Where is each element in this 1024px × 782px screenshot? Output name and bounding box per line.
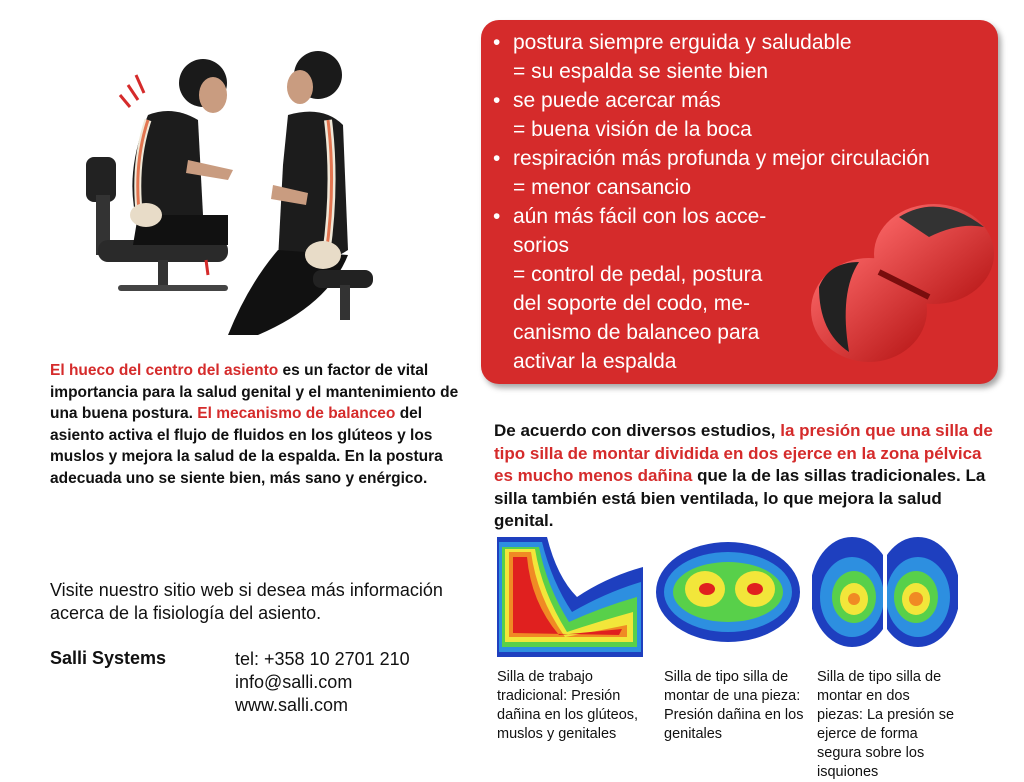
pressure-map-one-piece-saddle xyxy=(655,537,801,657)
contact-block xyxy=(235,648,410,717)
slouched-figure xyxy=(86,59,233,291)
saddle-seat-image xyxy=(809,192,999,372)
benefits-box xyxy=(481,20,998,384)
contact-website[interactable]: www.salli.com xyxy=(235,695,349,715)
study-highlight: la presión que una silla de tipo silla de montar dividida en dos ejerce en la zona pélvica es mucho menos dañina xyxy=(494,421,993,485)
benefit-item: • aún más fácil con los acce- sorios = control de pedal, postura del soporte del codo, me- canismo de balanceo para activar la espalda xyxy=(493,205,767,373)
company-name: Salli Systems xyxy=(50,648,167,668)
contact-email[interactable]: info@salli.com xyxy=(235,672,353,692)
posture-illustration xyxy=(78,45,378,345)
benefit-item: • postura siempre erguida y saludable = su espalda se siente bien xyxy=(493,31,852,83)
intro-text-2: del asiento activa el flujo de fluidos en los glúteos y los muslos y mejora la salud de la espalda. En la postura adecuada uno se siente bien, más sano y enérgico. xyxy=(50,405,443,487)
benefit-item: • respiración más profunda y mejor circulación = menor cansancio xyxy=(493,147,930,199)
contact-phone: tel: +358 10 2701 210 xyxy=(235,649,410,669)
study-paragraph xyxy=(494,420,994,533)
pressure-map-traditional xyxy=(497,537,643,657)
intro-highlight-balance: El mecanismo de balanceo xyxy=(197,405,396,422)
study-text-1: De acuerdo con diversos estudios, xyxy=(494,421,781,440)
intro-paragraph xyxy=(50,360,460,489)
pressure-map-two-piece-saddle xyxy=(812,537,958,657)
upright-figure xyxy=(228,51,373,335)
caption-two-piece: Silla de tipo silla de montar en dos piezas: La presión se ejerce de forma segura sobre los isquiones xyxy=(817,669,955,780)
study-text-2: que la de las sillas tradicionales. La silla también está bien ventilada, lo que mejora la salud genital. xyxy=(494,466,986,530)
intro-highlight-seat-gap: El hueco del centro del asiento xyxy=(50,362,279,379)
caption-one-piece: Silla de tipo silla de montar de una pieza: Presión dañina en los genitales xyxy=(664,669,804,742)
website-info-text: Visite nuestro sitio web si desea más información acerca de la fisiología del asiento. xyxy=(50,580,443,623)
intro-text-1: es un factor de vital importancia para la salud genital y el mantenimiento de una buena postura. xyxy=(50,362,459,422)
benefit-item: • se puede acercar más = buena visión de la boca xyxy=(493,89,752,141)
caption-traditional: Silla de trabajo tradicional: Presión dañina en los glúteos, muslos y genitales xyxy=(497,669,639,742)
